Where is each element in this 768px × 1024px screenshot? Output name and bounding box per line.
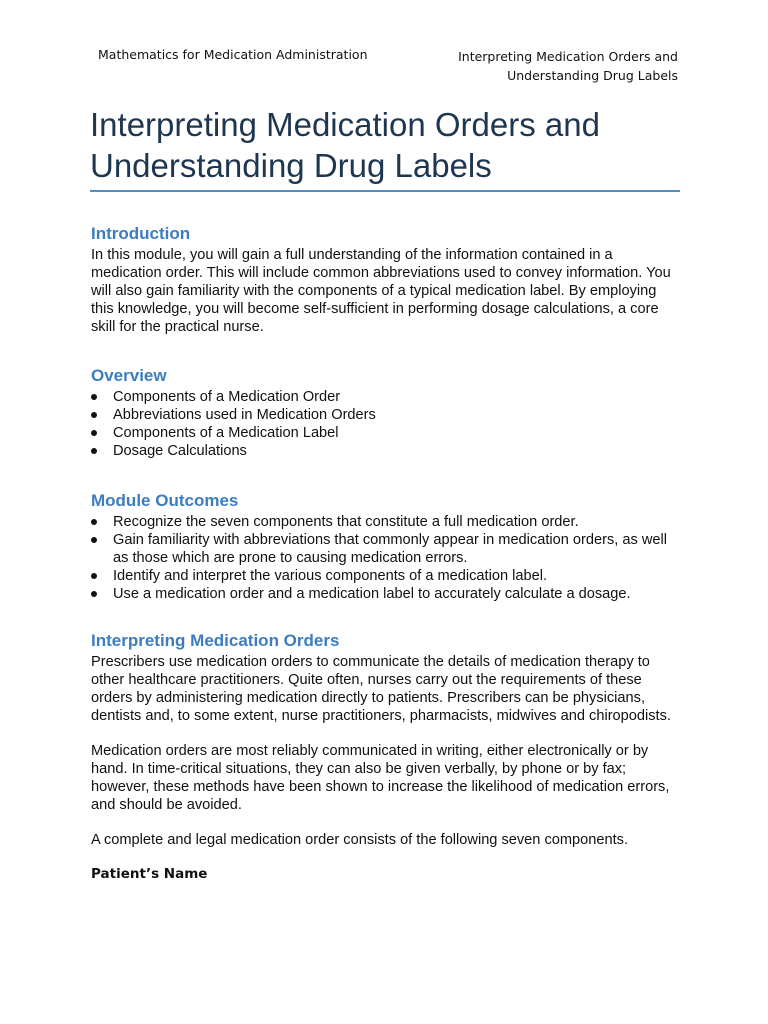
list-item-text: Components of a Medication Label	[113, 425, 339, 441]
module-outcomes-section	[91, 489, 681, 603]
patients-name-subheading: Patient’s Name	[91, 866, 208, 882]
module-outcomes-list	[91, 513, 681, 603]
list-item-text: Abbreviations used in Medication Orders	[113, 407, 376, 423]
introduction-paragraph: In this module, you will gain a full understanding of the information contained in a medication order. This will include common abbreviations used to convey information. You will also gain familiarity with the components of a typical medication label. By employing this knowledge, you will become self-sufficient in performing dosage calculations, a core skill for the practical nurse.	[91, 247, 671, 335]
running-header-right-line2: Understanding Drug Labels	[507, 68, 678, 83]
page-title-line2: Understanding Drug Labels	[90, 147, 492, 184]
interpreting-paragraph-1: Prescribers use medication orders to communicate the details of medication therapy to other healthcare practitioners. Quite often, nurses carry out the requirements of these orders by administering medication directly to patients. Prescribers can be physicians, dentists and, to some extent, nurse practitioners, pharmacists, midwives and chiropodists.	[91, 654, 671, 724]
running-header-left: Mathematics for Medication Administration	[98, 47, 368, 62]
list-item	[91, 531, 681, 567]
interpreting-orders-section	[91, 629, 681, 884]
running-header-right-line1: Interpreting Medication Orders and	[458, 49, 678, 64]
list-item-text: Use a medication order and a medication label to accurately calculate a dosage.	[113, 586, 631, 602]
list-item-text: Identify and interpret the various components of a medication label.	[113, 568, 548, 584]
bullet-icon	[91, 412, 97, 418]
bullet-icon	[91, 591, 97, 597]
overview-list	[91, 388, 681, 460]
bullet-icon	[91, 519, 97, 525]
introduction-heading: Introduction	[91, 224, 191, 243]
list-item	[91, 406, 681, 424]
list-item	[91, 442, 681, 460]
list-item	[91, 513, 681, 531]
list-item-text: Dosage Calculations	[113, 443, 247, 459]
page-title-line1: Interpreting Medication Orders and	[90, 106, 600, 143]
bullet-icon	[91, 537, 97, 543]
list-item-text: Gain familiarity with abbreviations that commonly appear in medication orders, as well as those which are prone to causing medication errors.	[113, 532, 667, 566]
list-item-text: Components of a Medication Order	[113, 389, 341, 405]
introduction-section	[91, 222, 681, 336]
module-outcomes-heading: Module Outcomes	[91, 491, 239, 510]
bullet-icon	[91, 394, 97, 400]
document-body	[91, 222, 681, 884]
list-item-text: Recognize the seven components that constitute a full medication order.	[113, 514, 579, 530]
list-item	[91, 388, 681, 406]
bullet-icon	[91, 430, 97, 436]
list-item	[91, 567, 681, 585]
list-item	[91, 424, 681, 442]
interpreting-paragraph-2: Medication orders are most reliably communicated in writing, either electronically or by hand. In time-critical situations, they can also be given verbally, by phone or by fax; however, these methods have been shown to increase the likelihood of medication errors, and should be avoided.	[91, 743, 670, 813]
bullet-icon	[91, 573, 97, 579]
overview-heading: Overview	[91, 366, 167, 385]
bullet-icon	[91, 448, 97, 454]
interpreting-orders-heading: Interpreting Medication Orders	[91, 631, 340, 650]
title-divider	[90, 190, 680, 192]
list-item	[91, 585, 681, 603]
overview-section	[91, 364, 681, 460]
interpreting-paragraph-3: A complete and legal medication order consists of the following seven components.	[91, 832, 629, 848]
page-title	[90, 104, 680, 186]
running-header-right	[378, 47, 678, 85]
